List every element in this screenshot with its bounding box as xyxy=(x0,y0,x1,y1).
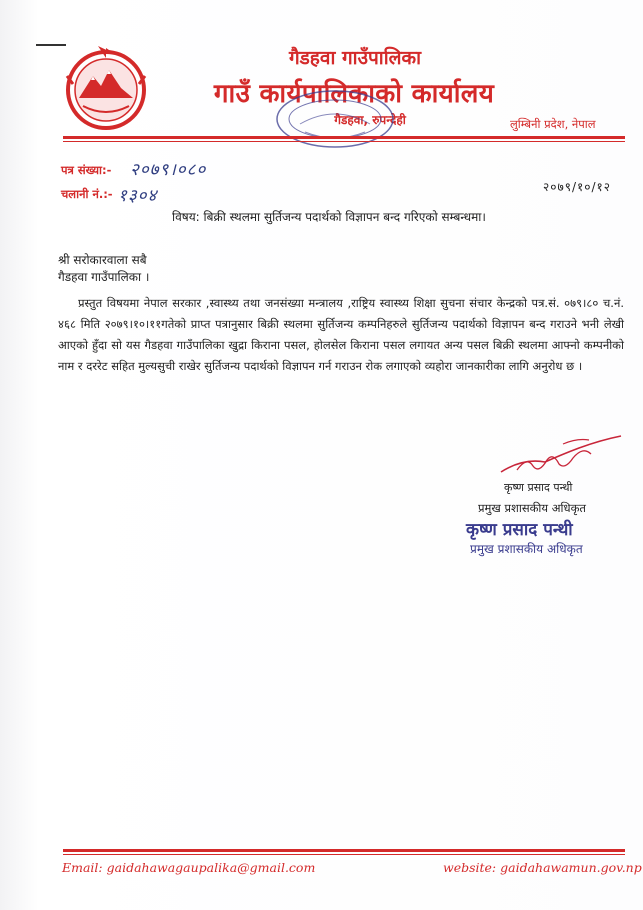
chalani-number-value: १३०४ xyxy=(118,186,158,206)
handwritten-signature xyxy=(493,432,623,480)
scan-edge-mark xyxy=(36,44,66,46)
patra-sankhya-label: पत्र संख्या:- xyxy=(61,163,112,177)
letter-date: २०७९/१०/१२ xyxy=(543,180,612,194)
title-seal: प्रमुख प्रशासकीय अधिकृत xyxy=(470,542,583,556)
province-label: लुम्बिनी प्रदेश, नेपाल xyxy=(510,117,596,131)
header-rule xyxy=(63,136,625,139)
recipient-line-2: गैडहवा गाउँपालिका । xyxy=(58,270,150,284)
chalani-number-label: चलानी नं.:- xyxy=(61,187,113,201)
municipality-name: गैडहवा गाउँपालिका xyxy=(288,47,422,69)
letter-subject: विषय: बिक्री स्थलमा सुर्तिजन्य पदार्थको विज्ञापन बन्द गरिएको सम्बन्धमा। xyxy=(172,210,486,224)
office-name: गाउँ कार्यपालिकाको कार्यालय xyxy=(213,79,495,109)
footer-website: website: gaidahawamun.gov.np xyxy=(443,860,642,875)
patra-sankhya-value: २०७९।०८० xyxy=(130,160,207,180)
footer-rule-thin xyxy=(63,854,625,855)
signatory-title: प्रमुख प्रशासकीय अधिकृत xyxy=(478,501,586,515)
signatory-name: कृष्ण प्रसाद पन्थी xyxy=(504,481,573,494)
header-rule-thin xyxy=(63,141,625,142)
nepal-emblem-icon xyxy=(63,40,149,132)
letter-body: प्रस्तुत विषयमा नेपाल सरकार ,स्वास्थ्य तथा जनसंख्या मन्त्रालय ,राष्ट्रिय स्वास्थ्य शिक्षा सुचना संचार केन्द्रको पत्र.सं. ०७९।८० च.नं. ४६८ मिति २०७९।१०।११गतेको प्राप्त पत्रानुसार बिक्री स्थलमा सुर्तिजन्य कम्पनिहरुले सुर्तिजन्य पदार्थको विज्ञापन बन्द गराउने भनी लेखी आएको हुँदा सो यस गैडहवा गाउँपालिका खुद्रा किराना पसल, होलसेल किराना पसल लगायत अन्य पसल बिक्री स्थलमा आफ्नो कम्पनीको नाम र दररेट सहित मुल्यसुची राखेर सुर्तिजन्य पदार्थको विज्ञापन गर्न गराउन रोक लगाएको व्यहोरा जानकारीका लागि अनुरोध छ । xyxy=(58,296,624,373)
footer-email: Email: gaidahawagaupalika@gmail.com xyxy=(62,860,316,875)
footer-rule xyxy=(63,849,625,852)
office-address: गैडहवा, रुपन्देही xyxy=(334,113,406,127)
recipient-line-1: श्री सरोकारवाला सबै xyxy=(58,253,147,267)
office-stamp xyxy=(270,84,400,154)
name-seal: कृष्ण प्रसाद पन्थी xyxy=(466,520,573,540)
